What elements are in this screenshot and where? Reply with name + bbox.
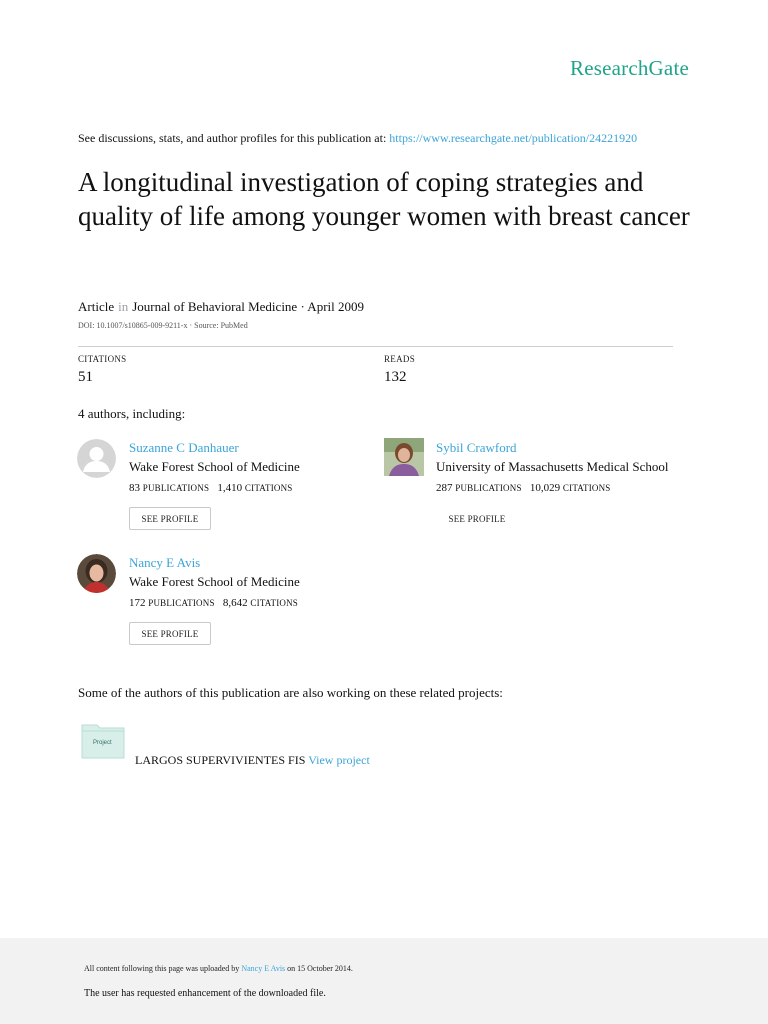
author-publications-label: PUBLICATIONS bbox=[148, 598, 215, 608]
see-profile-button[interactable]: SEE PROFILE bbox=[129, 507, 211, 530]
author-photo[interactable] bbox=[384, 438, 424, 476]
doi-line: DOI: 10.1007/s10865-009-9211-x · Source: PubMed bbox=[78, 321, 248, 330]
project-entry bbox=[135, 753, 370, 768]
project-icon-label: Project bbox=[93, 740, 112, 746]
upload-note bbox=[84, 964, 353, 973]
author-publications-label: PUBLICATIONS bbox=[455, 483, 522, 493]
author-citations-label: CITATIONS bbox=[250, 598, 298, 608]
author-stats bbox=[129, 597, 298, 609]
uploader-link[interactable]: Nancy E Avis bbox=[241, 964, 286, 973]
discussion-text: See discussions, stats, and author profiles for this publication at: bbox=[78, 131, 390, 145]
footer bbox=[0, 938, 768, 1024]
article-meta bbox=[78, 299, 364, 315]
authors-heading: 4 authors, including: bbox=[78, 406, 186, 421]
author-stats bbox=[436, 482, 611, 494]
author-citations-label: CITATIONS bbox=[244, 483, 293, 493]
author-name[interactable]: Sybil Crawford bbox=[436, 440, 517, 455]
project-folder-icon bbox=[81, 723, 125, 759]
author-photo[interactable] bbox=[77, 554, 116, 593]
related-projects-heading: Some of the authors of this publication are also working on these related projects: bbox=[78, 685, 503, 700]
author-stats bbox=[129, 482, 293, 494]
discussion-line bbox=[78, 131, 637, 146]
author-institution: Wake Forest School of Medicine bbox=[129, 459, 300, 474]
citations-label: CITATIONS bbox=[78, 354, 127, 364]
enhancement-note: The user has requested enhancement of the downloaded file. bbox=[84, 988, 326, 999]
author-name[interactable]: Nancy E Avis bbox=[129, 555, 201, 570]
author-citations-label: CITATIONS bbox=[562, 483, 611, 493]
author-citations-count: 1,410 bbox=[217, 482, 243, 494]
author-institution: University of Massachusetts Medical School bbox=[436, 459, 669, 474]
author-publications-label: PUBLICATIONS bbox=[142, 483, 210, 493]
citations-value: 51 bbox=[78, 369, 93, 385]
divider bbox=[78, 346, 673, 347]
author-citations-count: 8,642 bbox=[222, 597, 248, 609]
upload-prefix: All content following this page was uploaded by bbox=[84, 964, 242, 973]
author-name[interactable]: Suzanne C Danhauer bbox=[129, 440, 239, 455]
upload-suffix: on 15 October 2014. bbox=[285, 964, 353, 973]
author-publications-count: 172 bbox=[129, 597, 146, 609]
author-citations-count: 10,029 bbox=[529, 482, 561, 494]
avatar-placeholder-icon[interactable] bbox=[77, 439, 116, 478]
author-institution: Wake Forest School of Medicine bbox=[129, 574, 300, 589]
publication-link[interactable]: https://www.researchgate.net/publication/24221920 bbox=[389, 131, 638, 145]
see-profile-button[interactable]: SEE PROFILE bbox=[436, 507, 518, 530]
journal-name: Journal of Behavioral Medicine · April 2009 bbox=[132, 299, 364, 314]
publication-title: A longitudinal investigation of coping strategies and quality of life among younger women with breast cancer bbox=[78, 167, 690, 231]
see-profile-button[interactable]: SEE PROFILE bbox=[129, 622, 211, 645]
brand-logo[interactable]: ResearchGate bbox=[570, 56, 689, 80]
reads-label: READS bbox=[384, 354, 416, 364]
author-publications-count: 287 bbox=[436, 482, 453, 494]
author-publications-count: 83 bbox=[129, 482, 140, 494]
project-name: LARGOS SUPERVIVIENTES FIS bbox=[135, 753, 306, 767]
view-project-link[interactable]: View project bbox=[308, 753, 370, 767]
reads-value: 132 bbox=[384, 369, 407, 385]
article-type: Article bbox=[78, 299, 115, 314]
article-in: in bbox=[118, 299, 129, 314]
